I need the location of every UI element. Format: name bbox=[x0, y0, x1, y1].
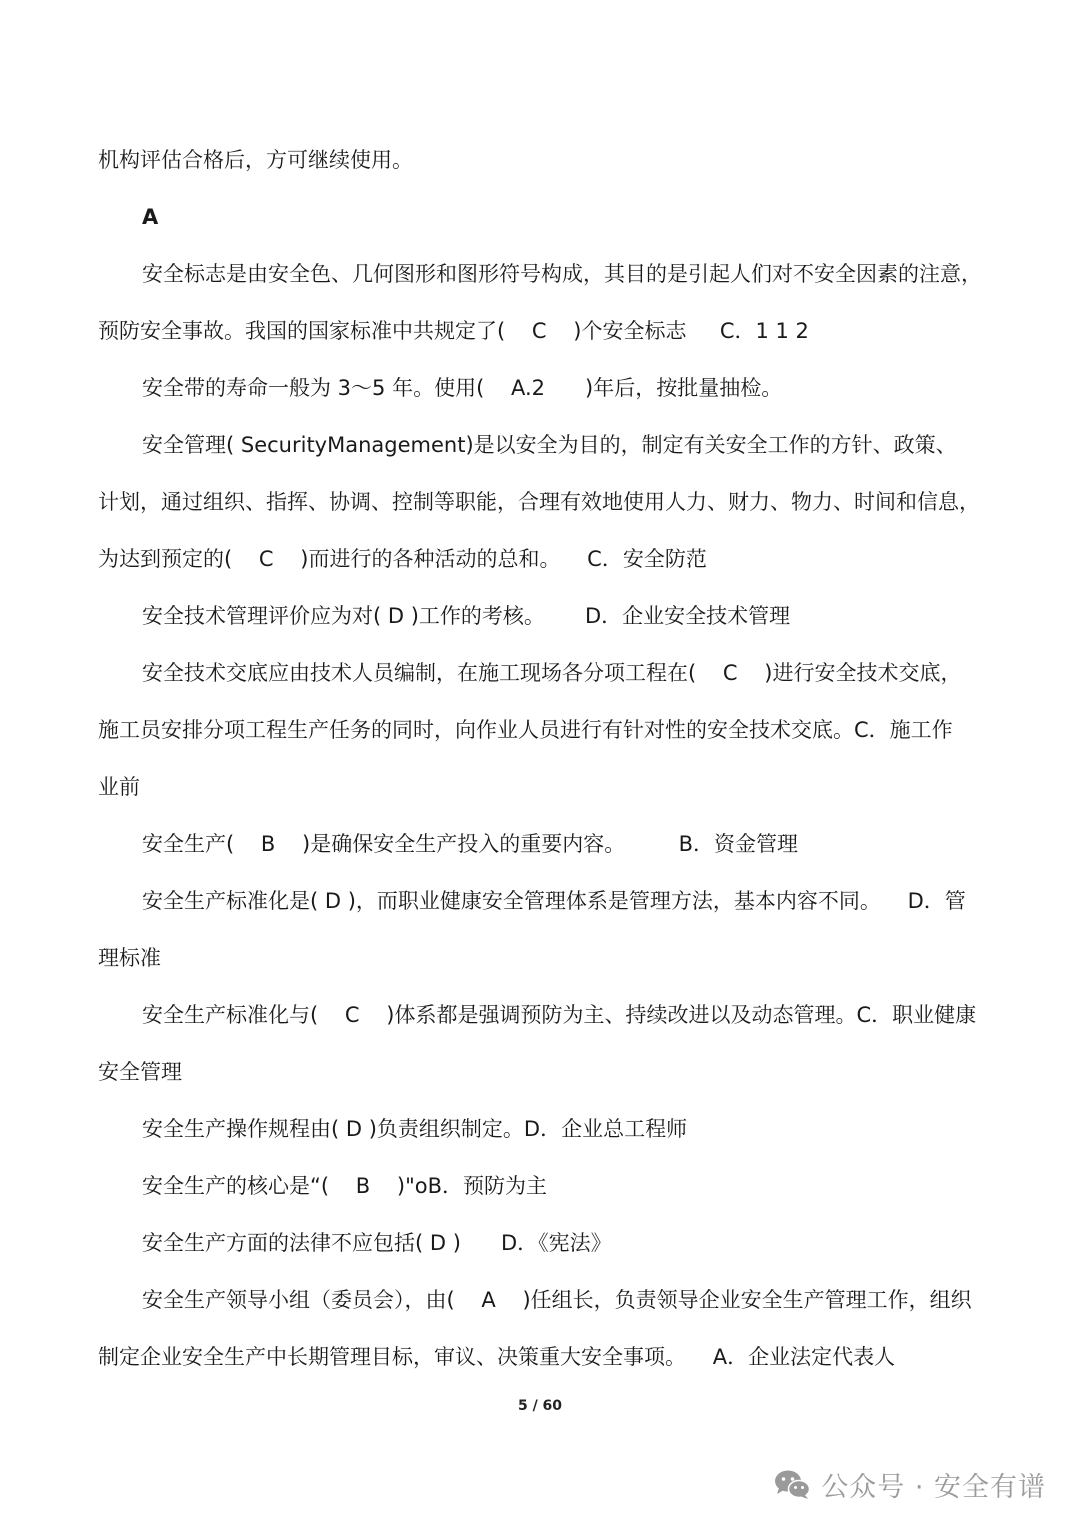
text-line: 安全生产( B )是确保安全生产投入的重要内容。 B．资金管理 bbox=[142, 832, 799, 856]
wechat-icon bbox=[773, 1468, 811, 1500]
text-line: 安全管理( SecurityManagement)是以安全为目的，制定有关安全工作的方针、政策、 bbox=[142, 433, 957, 457]
document-body bbox=[98, 132, 984, 1386]
text-line: 计划，通过组织、指挥、协调、控制等职能，合理有效地使用人力、财力、物力、时间和信息， bbox=[98, 490, 980, 514]
section-heading: A bbox=[142, 205, 159, 229]
text-line: 业前 bbox=[98, 775, 140, 799]
text-line: 安全生产方面的法律不应包括( D ) D．《宪法》 bbox=[142, 1231, 612, 1255]
watermark-text: 公众号 · 安全有谱 bbox=[821, 1471, 1046, 1503]
text-line: 预防安全事故。我国的国家标准中共规定了( C )个安全标志 C．1 1 2 bbox=[98, 319, 809, 343]
text-line: 安全生产标准化是( D )，而职业健康安全管理体系是管理方法，基本内容不同。 D．管 bbox=[142, 889, 966, 913]
text-line: 安全生产领导小组（委员会），由( A )任组长，负责领导企业安全生产管理工作，组织 bbox=[142, 1288, 972, 1312]
text-line: 安全管理 bbox=[98, 1060, 182, 1084]
text-line: 安全带的寿命一般为 3～5 年。使用( A.2 )年后，按批量抽检。 bbox=[142, 376, 783, 400]
text-line: 安全生产操作规程由( D )负责组织制定。D．企业总工程师 bbox=[142, 1117, 688, 1141]
text-line: 安全技术交底应由技术人员编制，在施工现场各分项工程在( C )进行安全技术交底， bbox=[142, 661, 962, 685]
text-line: 理标准 bbox=[98, 946, 161, 970]
text-line: 安全技术管理评价应为对( D )工作的考核。 D．企业安全技术管理 bbox=[142, 604, 791, 628]
text-line: 安全生产标准化与( C )体系都是强调预防为主、持续改进以及动态管理。C．职业健康 bbox=[142, 1003, 977, 1027]
text-line: 施工员安排分项工程生产任务的同时，向作业人员进行有针对性的安全技术交底。C．施工作 bbox=[98, 718, 953, 742]
text-line: 为达到预定的( C )而进行的各种活动的总和。 C．安全防范 bbox=[98, 547, 707, 571]
text-line: 制定企业安全生产中长期管理目标，审议、决策重大安全事项。 A．企业法定代表人 bbox=[98, 1345, 896, 1369]
text-line: 机构评估合格后，方可继续使用。 bbox=[98, 148, 413, 172]
text-line: 安全标志是由安全色、几何图形和图形符号构成，其目的是引起人们对不安全因素的注意， bbox=[142, 262, 982, 286]
watermark bbox=[773, 1462, 1046, 1506]
text-line: 安全生产的核心是“( B )"oB．预防为主 bbox=[142, 1174, 547, 1198]
page-number: 5 / 60 bbox=[517, 1398, 563, 1414]
